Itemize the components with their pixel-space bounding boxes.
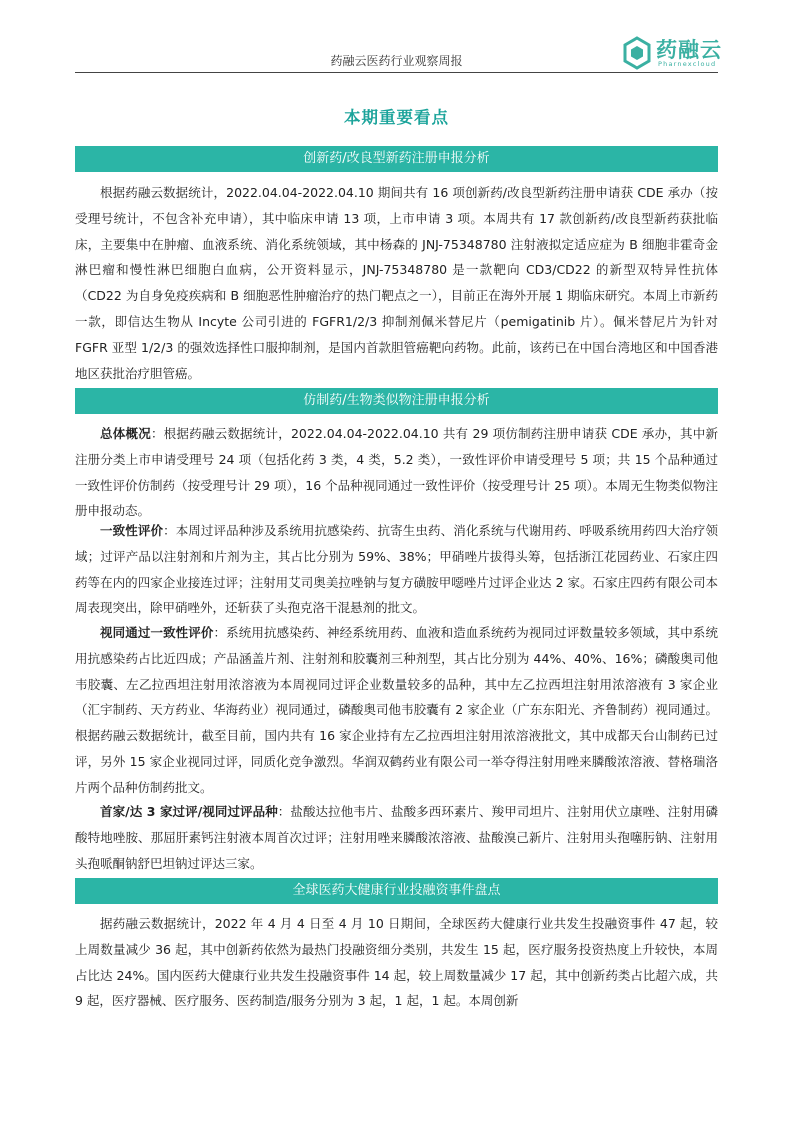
paragraph-text: ：系统用抗感染药、神经系统用药、血液和造血系统药为视同过评数量较多领域，其中系统用抗感染药占比近四成；产品涵盖片剂、注射剂和胶囊剂三种剂型，其占比分别为 44%、40%、16%；磷酸奥司他韦胶囊、左乙拉西坦注射用浓溶液为本周视同过评企业数量较多的品种，其中左乙拉西坦注射用浓溶液有 3 家企业（汇宇制药、天方药业、华海药业）视同通过，磷酸奥司他韦胶囊有 2 家企业（广东东阳光、齐鲁制药）视同通过。根据药融云数据统计，截至目前，国内共有 16 家企业持有左乙拉西坦注射用浓溶液批文，其中成都天台山制药已过评，另外 15 家企业视同过评，同质化竞争激烈。华润双鹤药业有限公司一举夺得注射用唑来膦酸浓溶液、替格瑞洛片两个品种仿制药批文。	[75, 625, 718, 795]
paragraph-lead: 首家/达 3 家过评/视同过评品种	[100, 804, 278, 819]
paragraph-lead: 视同通过一致性评价	[100, 625, 214, 640]
section-band-innovative-drugs: 创新药/改良型新药注册申报分析	[75, 146, 718, 172]
paragraph	[75, 421, 718, 524]
paragraph	[75, 620, 718, 801]
paragraph	[75, 911, 718, 1014]
header-title: 药融云医药行业观察周报	[330, 54, 463, 68]
logo-hexagon-icon	[622, 36, 652, 70]
paragraph-lead: 总体概况	[100, 426, 151, 441]
logo	[622, 34, 722, 70]
section-band-generic-drugs: 仿制药/生物类似物注册申报分析	[75, 388, 718, 414]
paragraph	[75, 518, 718, 621]
paragraph-text: ：根据药融云数据统计，2022.04.04-2022.04.10 共有 29 项仿制药注册申请获 CDE 承办，其中新注册分类上市申请受理号 24 项（包括化药 3 类，4 类，5.2 类），一致性评价申请受理号 5 项；共 15 个品种通过一致性评价仿制药（按受理号计 29 项），16 个品种视同通过一致性评价（按受理号计 25 项）。本周无生物类似物注册申报动态。	[75, 426, 718, 519]
paragraph-text: ：盐酸达拉他韦片、盐酸多西环素片、羧甲司坦片、注射用伏立康唑、注射用磷酸特地唑胺、那屈肝素钙注射液本周首次过评；注射用唑来膦酸浓溶液、盐酸溴己新片、注射用头孢噻肟钠、注射用头孢哌酮钠舒巴坦钠过评达三家。	[75, 804, 718, 871]
paragraph	[75, 180, 718, 386]
paragraph	[75, 799, 718, 876]
header-divider	[75, 72, 718, 73]
logo-name: 药融云	[656, 38, 722, 62]
logo-subtitle: Pharnexcloud	[658, 60, 717, 68]
paragraph-text: 根据药融云数据统计，2022.04.04-2022.04.10 期间共有 16 项创新药/改良型新药注册申请获 CDE 承办（按受理号统计，不包含补充申请），其中临床申请 13 项，上市申请 3 项。本周共有 17 款创新药/改良型新药获批临床，主要集中在肿瘤、血液系统、消化系统领域，其中杨森的 JNJ-75348780 注射液拟定适应症为 B 细胞非霍奇金淋巴瘤和慢性淋巴细胞白血病，公开资料显示，JNJ-75348780 是一款靶向 CD3/CD22 的新型双特异性抗体（CD22 为自身免疫疾病和 B 细胞恶性肿瘤治疗的热门靶点之一），目前正在海外开展 1 期临床研究。本周上市新药一款，即信达生物从 Incyte 公司引进的 FGFR1/2/3 抑制剂佩米替尼片（pemigatinib 片）。佩米替尼片为针对 FGFR 亚型 1/2/3 的强效选择性口服抑制剂，是国内首款胆管癌靶向药物。此前，该药已在中国台湾地区和中国香港地区获批治疗胆管癌。	[75, 185, 718, 381]
paragraph-text: ：本周过评品种涉及系统用抗感染药、抗寄生虫药、消化系统与代谢用药、呼吸系统用药四大治疗领域；过评产品以注射剂和片剂为主，其占比分别为 59%、38%；甲硝唑片拔得头筹，包括浙江花园药业、石家庄四药等在内的四家企业接连过评；注射用艾司奥美拉唑钠与复方磺胺甲噁唑片过评企业达 2 家。石家庄四药有限公司本周表现突出，除甲硝唑外，还斩获了头孢克洛干混悬剂的批文。	[75, 523, 718, 616]
paragraph-lead: 一致性评价	[100, 523, 164, 538]
section-band-investment-events: 全球医药大健康行业投融资事件盘点	[75, 878, 718, 904]
paragraph-text: 据药融云数据统计，2022 年 4 月 4 日至 4 月 10 日期间，全球医药大健康行业共发生投融资事件 47 起，较上周数量减少 36 起，其中创新药依然为最热门投融资细分类别，共发生 15 起，医疗服务投资热度上升较快，本周占比达 24%。国内医药大健康行业共发生投融资事件 14 起，较上周数量减少 17 起，其中创新药类占比超六成，共 9 起，医疗器械、医疗服务、医药制造/服务分别为 3 起，1 起，1 起。本周创新	[75, 916, 718, 1009]
page-title: 本期重要看点	[344, 108, 449, 127]
